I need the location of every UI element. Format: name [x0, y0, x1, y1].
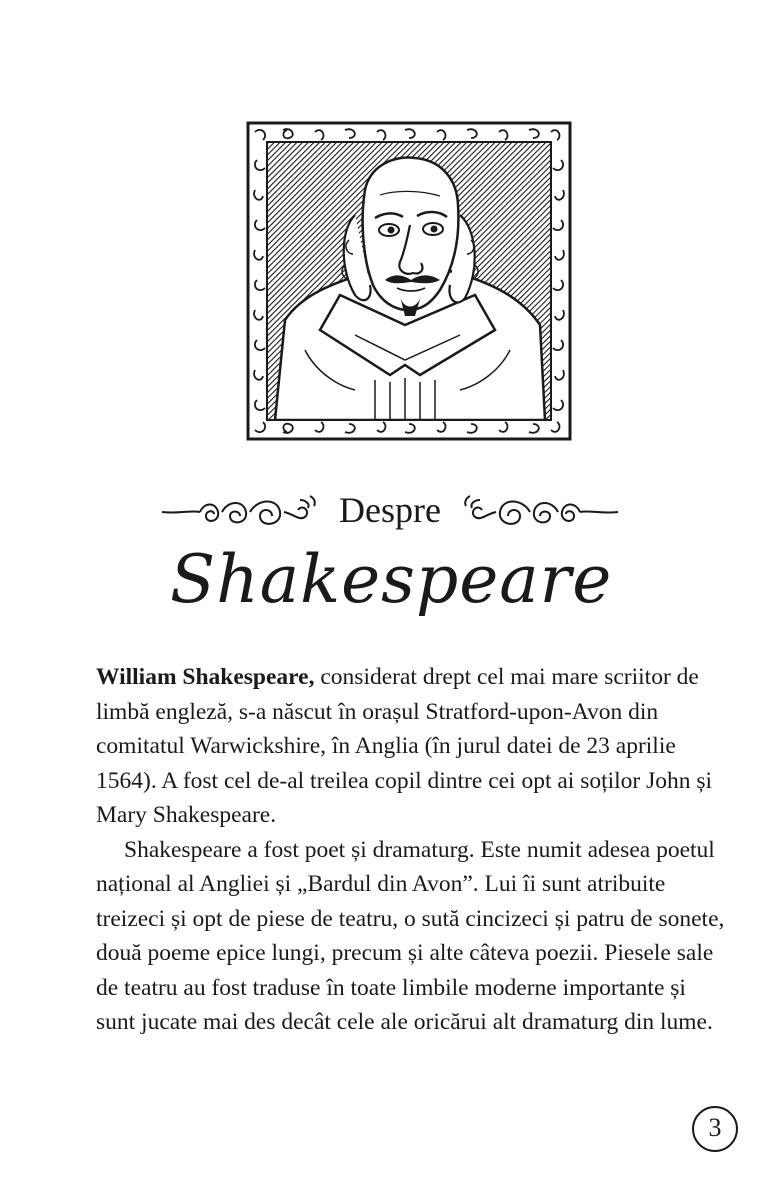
- page-title: Shakespeare: [170, 541, 613, 618]
- heading-despre: [160, 488, 620, 532]
- body-text: [96, 660, 726, 1040]
- paragraph-1: [96, 660, 726, 833]
- paragraph-1-text: considerat drept cel mai mare scriitor de limbă engleză, s-a născut în orașul Stratford-upon-Avon din comitatul Warwickshire, în Anglia (în jurul datei de 23 aprilie 1564). A fost cel de-al treilea copil dintre cei opt ai soților John și Mary Shakespeare.: [96, 664, 713, 828]
- page-number: 3: [692, 1106, 738, 1152]
- paragraph-lead: William Shakespeare,: [96, 664, 315, 690]
- flourish-right-icon: [455, 494, 620, 528]
- shakespeare-portrait-icon: [245, 120, 573, 442]
- heading-top-word: Despre: [339, 490, 441, 530]
- paragraph-2: Shakespeare a fost poet și dramaturg. Este numit adesea poetul național al Angliei și „Bardul din Avon”. Lui îi sunt atribuite treizeci și opt de piese de teatru, o sută cincizeci și patru de sonete, două poeme epice lungi, precum și alte câteva poezii. Piesele sale de teatru au fost traduse în toate limbile moderne importante și sunt jucate mai des decât cele ale oricărui alt dramaturg din lume.: [96, 836, 725, 1035]
